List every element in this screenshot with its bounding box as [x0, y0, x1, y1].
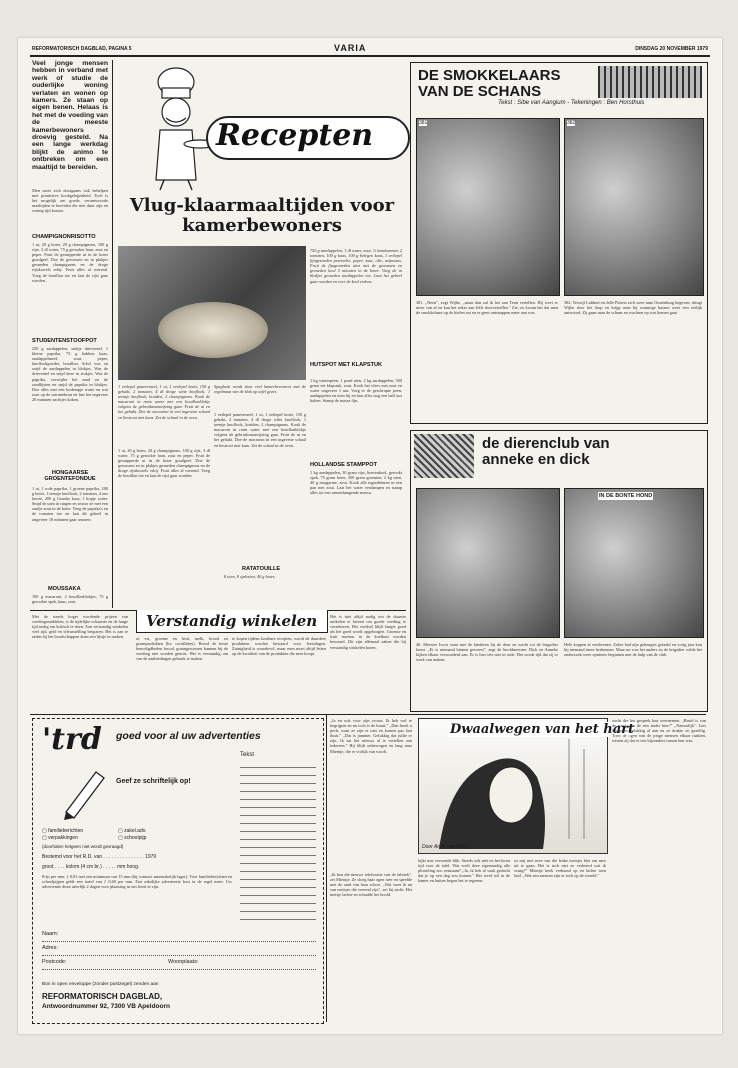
text-ratatouille: 8 uien, 8 sjalotten, 40 g boter,: [224, 574, 276, 579]
recipe-intro-body: Men moet zich doorgaans ook behelpen met primitieve kookgelegenheid. Toch is het mogelijk om goede, verantwoorde maaltijden te bereiden die niet duur zijn en weinig tijd kosten.: [32, 188, 108, 214]
chef-illustration: [136, 62, 216, 192]
text-middle-c: 1 ui, 20 g boter, 20 g champignons, 100 g rijst, 3 dl water, 75 g gerookte ham, zout en peper. Fruit de gesnipperde ui in de boter goudgeel. Doe de gewassen en in plakjes gesneden champignons en de droge rijstkorrels erbij. Fruit alles al roerend. Voeg de bouillon toe en laat de rijst gaar worden.: [118, 448, 210, 479]
column-rule-2: [326, 714, 327, 1022]
ad-geef: Geef ze schriftelijk op!: [116, 778, 191, 785]
comic1-panel-381: [416, 118, 560, 296]
ad-address-2: Antwoordnummer 92, 7300 VB Apeldoorn: [42, 1003, 170, 1010]
comic1-panel-382-num: 382: [567, 120, 576, 126]
dwaal-text-4: zo mij met twee van die leuke meisjes hier om mee uit te gaan. Het is toch niet zo verkeerd wat ik vraag?" Mientje keek verbaasd op en lachte toen luid. „Wat een mensen zijn er toch op de wereld.": [514, 858, 606, 879]
comic2-panel-a: [416, 488, 560, 638]
dwaal-title: Dwaalwegen van het hart: [450, 722, 634, 737]
verstandig-title: Verstandig winkelen: [146, 612, 318, 630]
text-stamppot: 1 kg aardappelen, 30 gram rijst, boerenkool, gerookt spek, 75 gram boter, 500 gram groenten, 2 kg uien, 40 g margarine, zout. Kook alle ingrediënten in een pan met zout. Laat het water verdampen en stamp alles tot een samenhangende massa.: [310, 470, 402, 496]
sub-hutspot: HUTSPOT MET KLAPSTUK: [310, 362, 383, 368]
ad-options-2: [118, 828, 146, 842]
ad-logo: 'trd: [42, 722, 102, 757]
comic1-title: DE SMOKKELAARS VAN DE SCHANS: [418, 67, 561, 100]
comic2-panel-b: [564, 488, 704, 638]
verstandig-text-3: te kopen tijdens kostbare recepten, wordt de duurdere produkten worden bewaard voor feestdagen. Zuinigheid is waardevol, maar men moet altijd letten op de kwaliteit van de produkten die men koopt.: [232, 636, 326, 657]
text-fondue: 1 ui, 1 rode paprika, 1 groene paprika, 200 g boter, 1 teentje knoflook, 2 tomaten, 4 ons kerrie, 200 g Goudse kaas, 1 kopje water. Snijd de uien in ringen en smoor ze met een snufje zout in de boter. Voeg de paprika's en de tomaten toe en laat dit geheel in ongeveer 10 minuten gaar smoren.: [32, 486, 108, 522]
comic1-text-382: 382. Terwijl Lubbert en Jelle Pieters zich weer naar Oostenburg begeven, dringt Wijbe door het dorp en krijgt men bij sommige huizen weer een eerlijk antwoord. Zij gaan naar de schans en wachten op wat komen gaat.: [564, 300, 702, 316]
dwaal-text-2: „Ik ben die nieuwe telefoniste van de fabriek", zei Mientje. Ze sloeg haar ogen neer en speelde met de rand van haar schort. „Wat weet ik nu van meisjes die vreemd zijn", zei hij zacht. Het meisje lachte en schudde het hoofd.: [330, 872, 412, 898]
header-left: REFORMATORISCH DAGBLAD, PAGINA 5: [32, 46, 132, 52]
verstandig-text-2: of vis, groente en fruit, melk, brood en graanprodukten (bv. cornflakes). Brood de beste benodigdheden brood, graangewassen kunnen bij de voeding niet worden gemist. Het is verstandig om van de aanbiedingen gebruik te maken.: [136, 636, 228, 662]
option-familieberichten[interactable]: ▢ familieberichten: [42, 828, 84, 834]
recepten-logo: Recepten: [216, 118, 374, 153]
dwaal-byline: Door Ariën van Rooy: [422, 844, 469, 850]
ad-text-lines[interactable]: [240, 760, 316, 920]
pen-icon: [56, 762, 116, 822]
ad-plaats[interactable]: Bestemd voor het R.D. van . . . . . . . . . . . . . . . 1979: [42, 854, 157, 860]
newspaper-page: [18, 38, 722, 1034]
text-middle-a: 1 eetlepel paneermeel, 1 ui, 1 eetlepel boter, 150 g gehakt, 2 tomaten, 4 dl droge witte knoflook, 1 teentje knoflook, kruiden, 2 champignons. Kook de macaroni in ruim water met een bouillonblokje volgens de gebruiksaanwijzing gaar. Fruit de ui en het gehakt. Doe de macaroni in een ingevette schaal en bestrooi met kaas. Zet de schaal in de oven.: [118, 384, 210, 420]
comic2-header-art: [414, 434, 474, 478]
text-risotto: 1 ui, 20 g boter, 20 g champignons, 100 g rijst, 3 dl water, 75 g gerookte ham, zout en peper. Fruit de gesnipperde ui in de boter goudgeel. Doe de gewassen en in plakjes gesneden champignons en de droge rijstkorrels erbij. Fruit alles al roerend. Voeg de bouillon toe en laat de rijst gaar worden.: [32, 242, 108, 283]
comic2-text-a: 40. Meester Ivoor staat met de kinderen bij de deur en wacht tot de brigadier komt. „Er is niemand binnen geweest", zegt de hoofdmeester. Dick en Anneke kijken elkaar verwonderd aan. Er is hier iets niet in orde. Het wordt tijd dat zij er werk van maken.: [416, 642, 558, 663]
ad-options: [42, 828, 83, 842]
option-schoolpijp[interactable]: ▢ schoolpijp: [118, 835, 147, 841]
recipe-intro: Veel jonge mensen hebben in verband met werk of studie de ouderlijke woning verlaten en wonen op kamers. Ze staan op eigen benen. Helaas is het met de voeding van de meeste kamerbewoners droevig gesteld. Na een lange werkdag blijkt de animo te ontbreken om een maaltijd te bereiden.: [32, 60, 108, 171]
sub-champignonrisotto: CHAMPIGNONRISOTTO: [32, 234, 96, 240]
ad-title: goed voor al uw advertenties: [116, 730, 261, 742]
text-right-a: 750 g aardappelen, 1 dl water, zout, ½ komkommer, 2 tomaten, 100 g kaas, 100 g belegen kaas, 1 eetlepel fijngesneden peterselie, peper, zout, olie, azijnsaus. Fruit de fijngesneden uien met de gewassen en gesneden kool 5 minuten in de boter. Voeg de in blokjes gesneden aardappelen toe. Laat het geheel gaar worden en roer de kool erdoor.: [310, 248, 402, 284]
dwaal-text-1: „Ja en ook voor zijn vrouw. Ik heb wel te begrijpen en nu toch is de buurt." „Dan hoeft u pech, want ze zijn er niet en komen pas laat thuis." „Dat is jammer. Gelukkig dat jullie er zijn. Ik zat het nieuws al te vertellen aan iedereen." Hij blijft onbewogen en lang naar Mientje, die er vrolijk van wordt.: [330, 718, 412, 754]
dwaal-text-5: zocht die het gesprek kon overnemen. „Bruid is van de natuur en de een ander hier?" „Natuurlijk". Lies kwam er gelukkig al aan en ze drukte zo gezellig. Toen de ogen van de jonge mensen elkaar raakten, wisten zij dat er iets bijzonders tussen hen was.: [612, 718, 706, 744]
dwaal-text-3: kijkt met verwende blik. Steeds ook niet en het komt tijd voor de tafel. Wat voelt deze eigenaardig alle plotseling zoo eenzaam? „Ja, ik heb al vaak gedacht dat je op een dag zou komen." Het werd stil in de kamer en buiten begon het te regenen.: [418, 858, 510, 884]
ad-small-text: Prijs per mm: ƒ 0,81 met een minimum van 15 mm (bij contract aanmerkelijk lager). Voor familieberichten en schoolpijpen geldt een tarief van ƒ 0,60 per mm. Een zakelijke advertentie kost in de regel meer. Uw advertentie dient uiterlijk 2 dagen voor plaatsing in ons bezit te zijn.: [42, 874, 232, 890]
ad-groot[interactable]: groot . . . . kolom (4 cm br.) . . . . . mm hoog.: [42, 864, 140, 870]
sub-moussaka: MOUSSAKA: [48, 586, 81, 592]
header-rule: [30, 55, 710, 57]
verstandig-text-4: Het is niet altijd nodig om de duurste artikelen te kiezen om goede voeding te verzekeren. Het voedsel blijft langer goed als het goed wordt opgeborgen. Groente en fruit moeten in de koelkast worden bewaard. Dit zijn allemaal zaken die bij verstandig winkelen horen.: [330, 614, 406, 650]
spaghetti-photo: [118, 246, 306, 380]
comic1-panel-381-num: 381: [419, 120, 428, 126]
ad-address-1: REFORMATORISCH DAGBLAD,: [42, 992, 163, 1001]
text-middle-b: 1 eetlepel paneermeel, 1 ui, 1 eetlepel boter, 150 g gehakt, 2 tomaten, 4 dl droge witte knoflook, 1 teentje knoflook, kruiden, 2 champignons. Kook de macaroni in ruim water met een bouillonblokje volgens de gebruiksaanwijzing gaar. Fruit de ui en het gehakt. Doe de macaroni in een ingevette schaal en bestrooi met kaas. Zet de schaal in de oven.: [214, 412, 306, 448]
ad-text-label: Tekst: [240, 752, 255, 758]
sub-studentenstoofpot: STUDENTENSTOOFPOT: [32, 338, 97, 344]
text-stoofpot: 250 g aardappelen, stukje drieventel, 1 kleine paprika, 75 g bakken kaas, aardappelmeel, zout, peper, knoflookpoeder, bouillon. Schil was en snijd de aardappelen in blokjes. Was de drieventel en snijd deze in stukjes. Was de paprika, verwijder het zaad en de zaadlijsten en snijd de paprika in blokjes. Doe alles met een bodempje water en wat zout op de warmtebron en laat het ongeveer 20 minuten zachtjes koken.: [32, 346, 108, 402]
section-rule-bottom: [30, 714, 706, 715]
photo-caption: Spaghetti wordt door veel kamerbewoners met de regelmaat van de klok op tafel gezet.: [214, 384, 306, 395]
field-adres[interactable]: Adres:: [42, 942, 316, 956]
text-moussaka: 100 g macaroni, 2 bouillonblokjes, 75 g gerookte spek, kaas, zout.: [32, 594, 108, 605]
field-naam[interactable]: Naam:: [42, 928, 316, 942]
option-zakelijk[interactable]: ▢ zakel.adv.: [118, 828, 147, 834]
ad-note: (doorhalen hetgeen niet wordt gevraagd): [42, 844, 124, 849]
field-postcode[interactable]: Postcode: Woonplaats:: [42, 956, 316, 970]
text-hutspot: 1 kg winterpeen, 1 pond uien, 2 kg aardappelen, 500 gram vet klapstuk, zout. Kook het vlees met zout en water ongeveer 1 uur. Voeg er de geschrapte peen, aardappelen en uien bij en laat alles nog een half uur koken. Stamp de massa fijn.: [310, 378, 402, 404]
ad-fields: [42, 928, 316, 970]
sub-stamppot: HOLLANDSE STAMPPOT: [310, 462, 378, 468]
header-right: DINSDAG 20 NOVEMBER 1979: [635, 46, 708, 52]
recipe-headline: Vlug-klaarmaaltijden voor kamerbewoners: [129, 195, 395, 236]
comic1-panel-382: [564, 118, 704, 296]
verstandig-text-1: Met de steeds hoger wordende prijzen van voedingsmiddelen, is de tijdelijke schaarste en de lange tijd nodig om kritisch te doen. Aan verstandig winkelen veel tijd, geld en teleurstelling besparen. Het is aan te raden bij het boodschappen doen een lijstje te maken.: [32, 614, 128, 640]
option-verpakkingen[interactable]: ▢ verpakkingen: [42, 835, 78, 841]
ad-small-text-2: Bon in open enveloppe (zonder postzegel) zenden aan: [42, 982, 159, 987]
sub-fondue: HONGAARSE GROENTEFONDUE: [44, 470, 96, 482]
comic1-text-381: 381. „Neen", zegt Wijbe, „maar dan zal ik het aan Teun vertellen. Hij weet er meer van af en kan het zeker aan Jelle doorvertellen." Zie, zo kwam het dat men de smokkelaars op de hielen zat en er geen ontsnappen meer aan was.: [416, 300, 558, 316]
sub-ratatouille: RATATOUILLE: [242, 566, 281, 572]
comic2-text-b: Hele koppen al verdwenen. Zeker had zijn geheugen gefaald en vorig jaar kon hij niemand meer herkennen. Maar nu was het anders en de brigadier wilde het onderzoek weer opnieuw beginnen met de hulp van de club.: [564, 642, 702, 658]
header-section: VARIA: [334, 43, 367, 53]
comic1-header-art: [598, 66, 702, 98]
comic2-sign: IN DE BONTE HOND: [599, 493, 653, 499]
dwaal-illustration: [418, 718, 608, 854]
comic2-title: de dierenclub van anneke en dick: [482, 435, 610, 468]
comic1-credit: Tekst : Sibe van Aangium - Tekeningen : Ben Horsthuis: [498, 100, 645, 106]
column-rule-1: [112, 60, 113, 608]
